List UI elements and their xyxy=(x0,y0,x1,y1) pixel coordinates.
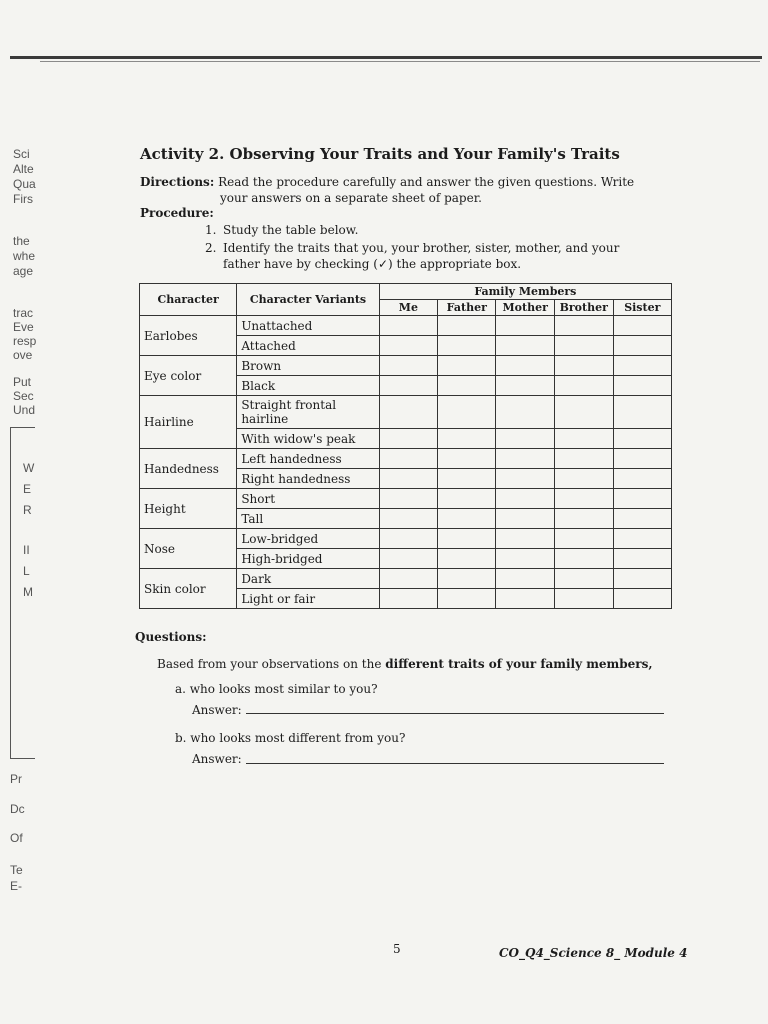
margin-text: Eve xyxy=(13,320,34,334)
variant-label: Black xyxy=(237,376,379,396)
page-number: 5 xyxy=(393,942,401,956)
header-member: Sister xyxy=(613,300,671,316)
check-cell[interactable] xyxy=(379,396,437,429)
check-cell[interactable] xyxy=(496,356,554,376)
check-cell[interactable] xyxy=(613,429,671,449)
check-cell[interactable] xyxy=(438,376,496,396)
check-cell[interactable] xyxy=(438,316,496,336)
check-cell[interactable] xyxy=(379,589,437,609)
top-rule xyxy=(10,56,762,59)
trait-name: Earlobes xyxy=(140,316,237,356)
check-cell[interactable] xyxy=(554,316,613,336)
margin-text: the xyxy=(13,234,30,248)
check-cell[interactable] xyxy=(438,356,496,376)
check-cell[interactable] xyxy=(496,316,554,336)
check-cell[interactable] xyxy=(496,429,554,449)
check-cell[interactable] xyxy=(379,549,437,569)
procedure-step-1 xyxy=(205,222,680,238)
check-cell[interactable] xyxy=(613,356,671,376)
margin-text: Alte xyxy=(13,162,34,176)
table-row xyxy=(140,529,672,549)
check-cell[interactable] xyxy=(613,589,671,609)
variant-label: Left handedness xyxy=(237,449,379,469)
questions-intro-text: Based from your observations on the xyxy=(157,657,386,671)
margin-text: E- xyxy=(10,879,22,893)
variant-label: Dark xyxy=(237,569,379,589)
check-cell[interactable] xyxy=(438,429,496,449)
margin-text: Dc xyxy=(10,802,25,816)
check-cell[interactable] xyxy=(613,529,671,549)
check-cell[interactable] xyxy=(554,449,613,469)
variant-label: Brown xyxy=(237,356,379,376)
check-cell[interactable] xyxy=(379,429,437,449)
check-cell[interactable] xyxy=(496,569,554,589)
check-cell[interactable] xyxy=(438,549,496,569)
check-cell[interactable] xyxy=(438,336,496,356)
margin-text: E xyxy=(23,482,32,496)
margin-text: Und xyxy=(13,403,36,417)
variant-label: Light or fair xyxy=(237,589,379,609)
check-cell[interactable] xyxy=(438,469,496,489)
check-cell[interactable] xyxy=(613,449,671,469)
check-cell[interactable] xyxy=(379,356,437,376)
variant-label: Tall xyxy=(237,509,379,529)
margin-text: Qua xyxy=(13,177,36,191)
step-text-cont: father have by checking (✓) the appropriate box. xyxy=(223,257,522,271)
margin-text: Firs xyxy=(13,192,33,206)
procedure-label: Procedure: xyxy=(140,206,214,220)
margin-text: Sec xyxy=(13,389,34,403)
procedure-step-2 xyxy=(205,240,680,272)
check-cell[interactable] xyxy=(496,376,554,396)
check-cell[interactable] xyxy=(438,589,496,609)
trait-name: Height xyxy=(140,489,237,529)
margin-text: Of xyxy=(10,831,23,845)
check-cell[interactable] xyxy=(379,336,437,356)
check-cell[interactable] xyxy=(496,589,554,609)
check-cell[interactable] xyxy=(554,469,613,489)
header-member: Brother xyxy=(554,300,613,316)
step-number: 1. xyxy=(205,223,217,237)
check-cell[interactable] xyxy=(613,336,671,356)
margin-text: whe xyxy=(13,249,36,263)
check-cell[interactable] xyxy=(438,449,496,469)
variant-label: High-bridged xyxy=(237,549,379,569)
question-b: b. who looks most different from you? xyxy=(175,731,406,745)
check-cell[interactable] xyxy=(379,569,437,589)
variant-label: Low-bridged xyxy=(237,529,379,549)
check-cell[interactable] xyxy=(496,489,554,509)
check-cell[interactable] xyxy=(554,356,613,376)
check-cell[interactable] xyxy=(613,316,671,336)
header-variants: Character Variants xyxy=(237,284,379,316)
trait-name: Handedness xyxy=(140,449,237,489)
check-cell[interactable] xyxy=(496,529,554,549)
top-rule-thin xyxy=(40,61,760,62)
module-footer: CO_Q4_Science 8_ Module 4 xyxy=(499,946,688,960)
check-cell[interactable] xyxy=(554,549,613,569)
check-cell[interactable] xyxy=(613,569,671,589)
margin-text: L xyxy=(23,564,30,578)
check-cell[interactable] xyxy=(496,449,554,469)
answer-line-a[interactable] xyxy=(246,712,664,714)
trait-name: Nose xyxy=(140,529,237,569)
step-text: Identify the traits that you, your brother, sister, mother, and your xyxy=(223,241,620,255)
table-row xyxy=(140,316,672,336)
questions-intro-bold: different traits of your family members, xyxy=(385,657,653,671)
header-member: Mother xyxy=(496,300,554,316)
margin-text: resp xyxy=(13,334,37,348)
check-cell[interactable] xyxy=(379,489,437,509)
table-header-row xyxy=(140,284,672,300)
check-cell[interactable] xyxy=(554,509,613,529)
margin-text: Te xyxy=(10,863,23,877)
table-row xyxy=(140,569,672,589)
check-cell[interactable] xyxy=(613,509,671,529)
variant-label: Short xyxy=(237,489,379,509)
answer-label-a: Answer: xyxy=(192,703,242,717)
check-cell[interactable] xyxy=(438,569,496,589)
table-row xyxy=(140,449,672,469)
step-number: 2. xyxy=(205,241,217,255)
header-member: Father xyxy=(438,300,496,316)
answer-label-b: Answer: xyxy=(192,752,242,766)
trait-name: Skin color xyxy=(140,569,237,609)
check-cell[interactable] xyxy=(379,316,437,336)
header-member: Me xyxy=(379,300,437,316)
check-cell[interactable] xyxy=(554,336,613,356)
margin-text: R xyxy=(23,503,32,517)
check-cell[interactable] xyxy=(496,396,554,429)
questions-intro xyxy=(157,657,653,671)
variant-label: Straight frontal hairline xyxy=(237,396,379,429)
check-cell[interactable] xyxy=(613,489,671,509)
margin-text: Put xyxy=(13,375,32,389)
margin-text: trac xyxy=(13,306,34,320)
table-row xyxy=(140,356,672,376)
check-cell[interactable] xyxy=(496,509,554,529)
questions-label: Questions: xyxy=(135,630,207,644)
trait-name: Eye color xyxy=(140,356,237,396)
check-cell[interactable] xyxy=(554,489,613,509)
check-cell[interactable] xyxy=(379,449,437,469)
check-cell[interactable] xyxy=(554,429,613,449)
directions-text-cont: your answers on a separate sheet of paper. xyxy=(220,191,482,205)
margin-text: II xyxy=(23,543,30,557)
header-character: Character xyxy=(140,284,237,316)
step-text: Study the table below. xyxy=(223,223,359,237)
check-cell[interactable] xyxy=(496,336,554,356)
check-cell[interactable] xyxy=(379,469,437,489)
check-cell[interactable] xyxy=(554,589,613,609)
check-cell[interactable] xyxy=(496,549,554,569)
traits-table xyxy=(139,283,672,609)
directions-text: Read the procedure carefully and answer the given questions. Write xyxy=(214,175,635,189)
answer-line-b[interactable] xyxy=(246,762,664,764)
margin-text: ove xyxy=(13,348,33,362)
check-cell[interactable] xyxy=(496,469,554,489)
check-cell[interactable] xyxy=(613,396,671,429)
check-cell[interactable] xyxy=(438,489,496,509)
check-cell[interactable] xyxy=(438,529,496,549)
margin-text: M xyxy=(23,585,33,599)
directions xyxy=(140,174,680,206)
check-cell[interactable] xyxy=(554,529,613,549)
margin-text: Pr xyxy=(10,772,22,786)
variant-label: With widow's peak xyxy=(237,429,379,449)
check-cell[interactable] xyxy=(554,396,613,429)
variant-label: Attached xyxy=(237,336,379,356)
check-cell[interactable] xyxy=(613,376,671,396)
activity-title: Activity 2. Observing Your Traits and Your Family's Traits xyxy=(140,145,620,163)
check-cell[interactable] xyxy=(379,509,437,529)
question-a: a. who looks most similar to you? xyxy=(175,682,378,696)
trait-name: Hairline xyxy=(140,396,237,449)
check-cell[interactable] xyxy=(554,569,613,589)
check-cell[interactable] xyxy=(379,376,437,396)
check-cell[interactable] xyxy=(613,469,671,489)
check-cell[interactable] xyxy=(438,509,496,529)
check-cell[interactable] xyxy=(438,396,496,429)
margin-text: age xyxy=(13,264,34,278)
table-row xyxy=(140,489,672,509)
check-cell[interactable] xyxy=(554,376,613,396)
check-cell[interactable] xyxy=(613,549,671,569)
header-family-members: Family Members xyxy=(379,284,671,300)
margin-text: Sci xyxy=(13,147,30,161)
variant-label: Right handedness xyxy=(237,469,379,489)
variant-label: Unattached xyxy=(237,316,379,336)
check-cell[interactable] xyxy=(379,529,437,549)
directions-label: Directions: xyxy=(140,175,215,189)
margin-text: W xyxy=(23,461,35,475)
table-row xyxy=(140,396,672,429)
